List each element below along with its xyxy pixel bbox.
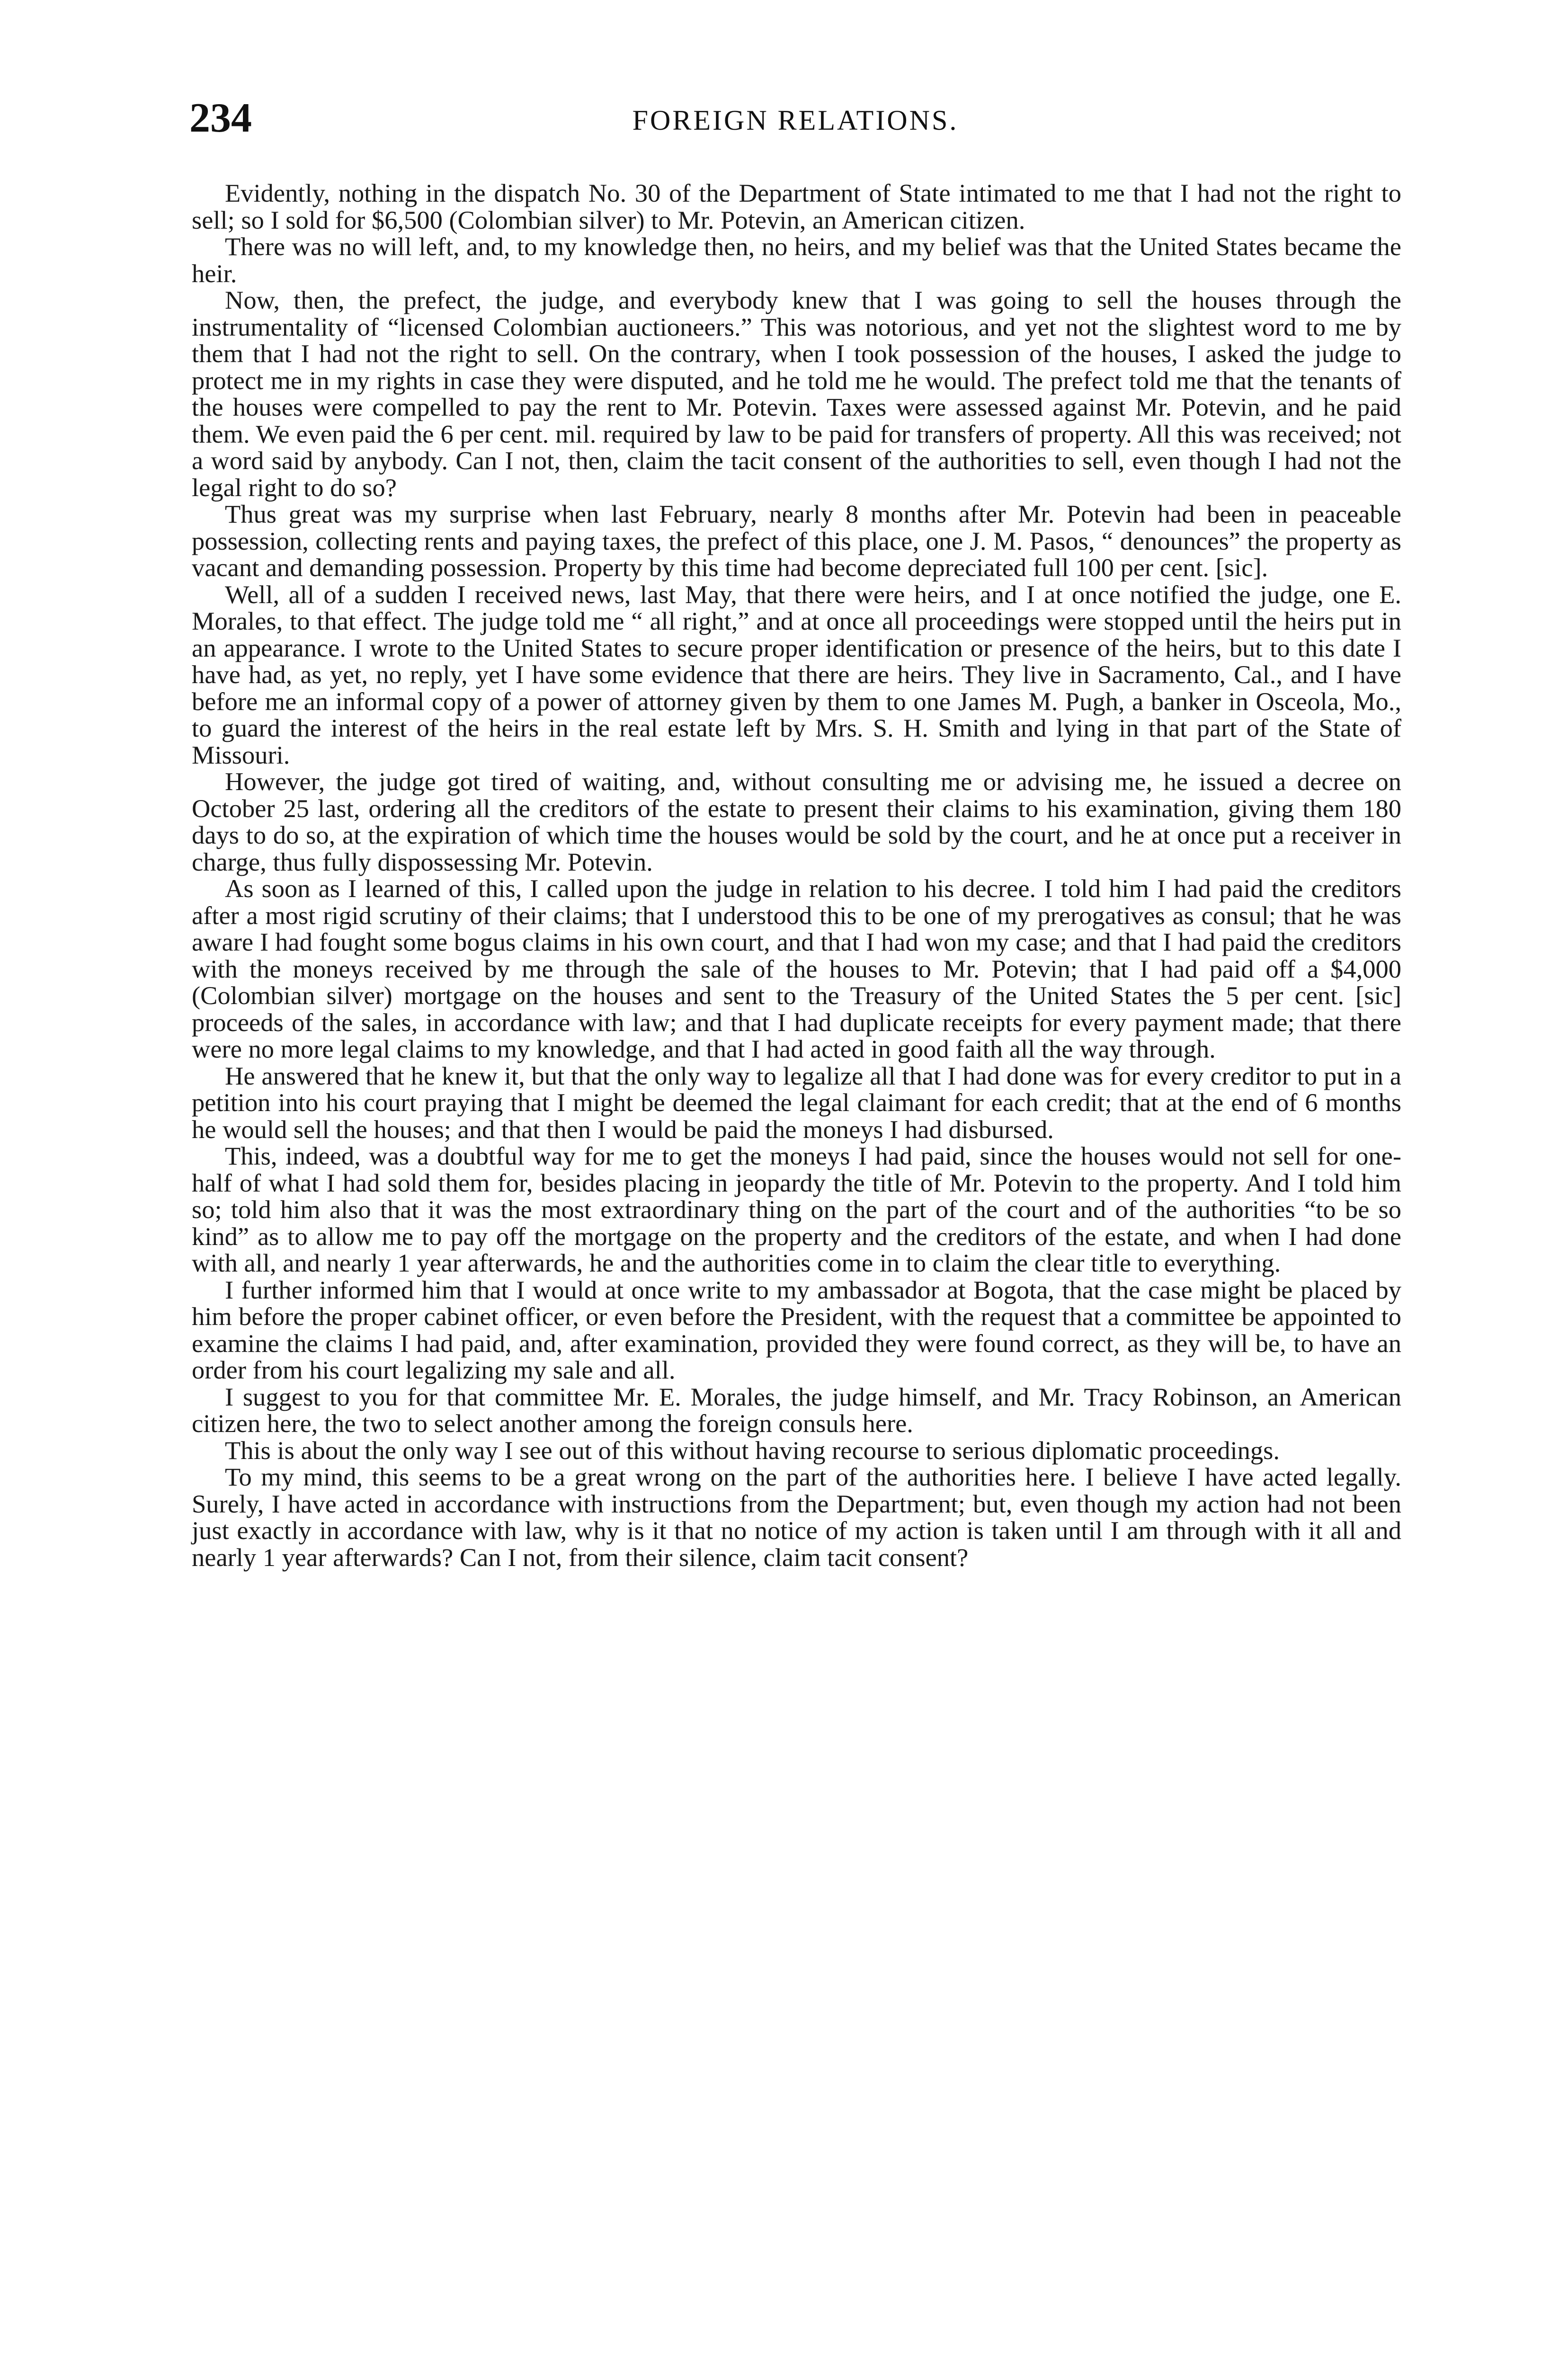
- paragraph-1: Evidently, nothing in the dispatch No. 30 of the Department of State intimated to me that I had not the right to sell; so I sold for $6,500 (Colombian silver) to Mr. Potevin, an American citizen.: [192, 178, 1401, 234]
- paragraph-6: However, the judge got tired of waiting, and, without consulting me or advising me, he issued a decree on October 25 last, ordering all the creditors of the estate to present their claims to his examination, giving them 180 days to do so, at the expiration of which time the houses would be sold by the court, and he at once put a receiver in charge, thus fully dispossessing Mr. Potevin.: [192, 767, 1401, 876]
- paragraph-9: This, indeed, was a doubtful way for me to get the moneys I had paid, since the houses would not sell for one-half of what I had sold them for, besides placing in jeopardy the title of Mr. Potevin to the property. And I told him so; told him also that it was the most extraordinary thing on the part of the court and of the authorities “to be so kind” as to allow me to pay off the mortgage on the property and the creditors of the estate, and when I had done with all, and nearly 1 year afterwards, he and the authorities come in to claim the clear title to everything.: [192, 1141, 1401, 1277]
- paragraph-12: This is about the only way I see out of this without having recourse to serious diplomatic proceedings.: [225, 1435, 1280, 1465]
- page-header: [189, 90, 1401, 147]
- paragraph-2: There was no will left, and, to my knowledge then, no heirs, and my belief was that the United States became the heir.: [192, 232, 1401, 288]
- paragraph-13: To my mind, this seems to be a great wrong on the part of the authorities here. I believe I have acted legally. Surely, I have acted in accordance with instructions from the Department; but, even though my action had not been just exactly in accordance with law, why is it that no notice of my action is taken until I am through with it all and nearly 1 year afterwards? Can I not, from their silence, claim tacit consent?: [192, 1462, 1401, 1572]
- paragraph-4: Thus great was my surprise when last February, nearly 8 months after Mr. Potevin had been in peaceable possession, collecting rents and paying taxes, the prefect of this place, one J. M. Pasos, “ denounces” the property as vacant and demanding possession. Property by this time had become depreciated full 100 per cent. [sic].: [192, 499, 1401, 582]
- running-title: FOREIGN RELATIONS.: [632, 105, 959, 136]
- paragraph-11: I suggest to you for that committee Mr. E. Morales, the judge himself, and Mr. Tracy Robinson, an American citizen here, the two to select another among the foreign consuls here.: [192, 1382, 1401, 1438]
- paragraph-10: I further informed him that I would at once write to my ambassador at Bogota, that the case might be placed by him before the proper cabinet officer, or even before the President, with the request that a committee be appointed to examine the claims I had paid, and, after examination, provided they were found correct, as they will be, to have an order from his court legalizing my sale and all.: [192, 1275, 1401, 1384]
- paragraph-5: Well, all of a sudden I received news, last May, that there were heirs, and I at once notified the judge, one E. Morales, to that effect. The judge told me “ all right,” and at once all proceedings were stopped until the heirs put in an appearance. I wrote to the United States to secure proper identification or presence of the heirs, but to this date I have had, as yet, no reply, yet I have some evidence that there are heirs. They live in Sacramento, Cal., and I have before me an informal copy of a power of attorney given by them to one James M. Pugh, a banker in Osceola, Mo., to guard the interest of the heirs in the real estate left by Mrs. S. H. Smith and lying in that part of the State of Missouri.: [192, 579, 1401, 769]
- paragraph-8: He answered that he knew it, but that the only way to legalize all that I had done was for every creditor to put in a petition into his court praying that I might be deemed the legal claimant for each credit; that at the end of 6 months he would sell the houses; and that then I would be paid the moneys I had disbursed.: [192, 1061, 1401, 1144]
- body-text: [192, 180, 1401, 1571]
- paragraph-7: As soon as I learned of this, I called upon the judge in relation to his decree. I told him I had paid the creditors after a most rigid scrutiny of their claims; that I understood this to be one of my prerogatives as consul; that he was aware I had fought some bogus claims in his own court, and that I had won my case; and that I had paid the creditors with the moneys received by me through the sale of the houses to Mr. Potevin; that I had paid off a $4,000 (Colombian silver) mortgage on the houses and sent to the Treasury of the United States the 5 per cent. [sic] proceeds of the sales, in accordance with law; and that I had duplicate receipts for every payment made; that there were no more legal claims to my knowledge, and that I had acted in good faith all the way through.: [192, 874, 1401, 1063]
- paragraph-3: Now, then, the prefect, the judge, and everybody knew that I was going to sell the houses through the instrumentality of “licensed Colombian auctioneers.” This was notorious, and yet not the slightest word to me by them that I had not the right to sell. On the contrary, when I took possession of the houses, I asked the judge to protect me in my rights in case they were disputed, and he told me he would. The prefect told me that the tenants of the houses were compelled to pay the rent to Mr. Potevin. Taxes were assessed against Mr. Potevin, and he paid them. We even paid the 6 per cent. mil. required by law to be paid for transfers of property. All this was received; not a word said by anybody. Can I not, then, claim the tacit consent of the authorities to sell, even though I had not the legal right to do so?: [192, 285, 1401, 502]
- page-number: 234: [189, 95, 252, 141]
